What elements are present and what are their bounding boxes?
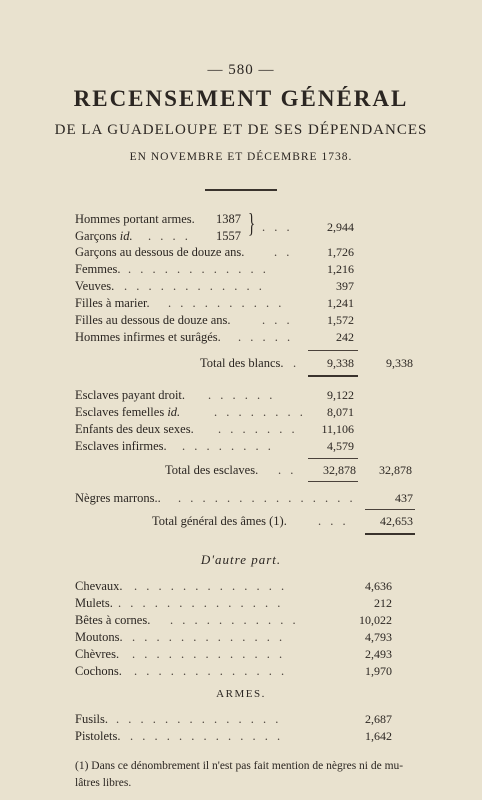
row-label: Chèvres. (75, 647, 120, 661)
total-rule (308, 375, 358, 377)
footnote-line: (1) Dans ce dénombrement il n'est pas fait mention de nègres ni de mu- (75, 760, 404, 772)
value-garcons: 1557 (216, 229, 241, 243)
leader-dots: . . . . . . . . . . . . . . (116, 712, 282, 726)
row-value: 242 (336, 330, 354, 344)
row-value: 2,493 (365, 647, 392, 661)
row-value: 1,970 (365, 664, 392, 678)
row-value: 11,106 (321, 422, 354, 436)
total-value-right: 9,338 (386, 356, 413, 370)
leader-dots: . . . . . . (208, 388, 276, 402)
section-heading-other: D'autre part. (200, 552, 282, 567)
date-line: EN NOVEMBRE ET DÉCEMBRE 1738. (129, 151, 353, 163)
leader-dots: . . . . . . . . . . . . . (130, 729, 284, 743)
row-value: 8,071 (327, 405, 354, 419)
row-value: 212 (374, 596, 392, 610)
section-heading-arms: ARMES. (216, 688, 266, 700)
row-value: 1,726 (327, 245, 354, 259)
leader-dots: . . . . . . . . . . . . . (134, 664, 288, 678)
footnote-line: lâtres libres. (75, 777, 132, 789)
row-label: Esclaves payant droit. (75, 388, 186, 402)
row-label: Bêtes à cornes. (75, 613, 151, 627)
total-value: 32,878 (323, 463, 356, 477)
leader-dots: . . . . . . . . . . . . . (134, 579, 288, 593)
leader-dots: . . . . . . . (218, 422, 298, 436)
value-combined: 2,944 (327, 220, 354, 234)
row-label: Esclaves infirmes. (75, 439, 167, 453)
leader-dots: . . . . . . . . (214, 405, 306, 419)
total-value: 9,338 (327, 356, 354, 370)
row-label: Chevaux. (75, 579, 123, 593)
row-label-marrons: Nègres marrons.. (75, 491, 161, 505)
brace-icon: } (248, 208, 256, 238)
page-subtitle: DE LA GUADELOUPE ET DE SES DÉPENDANCES (54, 122, 428, 138)
sum-rule (308, 350, 358, 351)
page-number: — 580 — (207, 62, 275, 78)
page-title: RECENSEMENT GÉNÉRAL (73, 86, 409, 111)
value-hommes-armes: 1387 (216, 212, 241, 226)
row-value: 9,122 (327, 388, 354, 402)
row-label: Cochons. (75, 664, 122, 678)
leader-dots: . . . (262, 313, 293, 327)
row-label: Filles à marier. (75, 296, 150, 310)
row-label: Femmes. (75, 262, 121, 276)
row-label: Mulets. (75, 596, 113, 610)
row-value: 1,216 (327, 262, 354, 276)
row-value: 1,642 (365, 729, 392, 743)
leader-dots: . . . . . . . . (182, 439, 274, 453)
leader-dots: . . . . . . . . . . . . (124, 279, 265, 293)
row-value: 4,793 (365, 630, 392, 644)
leader-dots: . (293, 356, 300, 370)
leader-dots: . . . . . (238, 330, 294, 344)
row-value: 4,636 (365, 579, 392, 593)
row-value: 4,579 (327, 439, 354, 453)
row-label: Fusils. (75, 712, 109, 726)
row-label-hommes-armes: Hommes portant armes. (75, 212, 195, 226)
leader-dots: . . . . . . . . . . . . . (132, 630, 286, 644)
leader-dots: . . . . . . . . . . . . . (132, 647, 286, 661)
grand-total-rule (365, 533, 415, 535)
row-value: 2,687 (365, 712, 392, 726)
leader-dots: . . (274, 245, 293, 259)
total-label: Total des esclaves. (165, 463, 259, 477)
row-label: Hommes infirmes et surâgés. (75, 330, 221, 344)
row-value: 1,572 (327, 313, 354, 327)
sum-rule (365, 509, 415, 510)
leader-dots: . . . . (148, 229, 191, 243)
row-value: 397 (336, 279, 354, 293)
grand-total-label: Total général des âmes (1). (152, 514, 287, 528)
row-label: Veuves. (75, 279, 115, 293)
total-label: Total des blancs. (200, 356, 284, 370)
sum-rule (308, 458, 358, 459)
row-label: Enfants des deux sexes. (75, 422, 194, 436)
leader-dots: . . . . . . . . . . (168, 296, 285, 310)
leader-dots: . . . . . . . . . . . . . . . (178, 491, 356, 505)
sum-rule (308, 481, 358, 482)
row-label: Moutons. (75, 630, 123, 644)
row-label: Esclaves femelles id. (75, 405, 181, 419)
leader-dots: . . . (318, 514, 349, 528)
leader-dots: . . . . . . . . . . . (170, 613, 299, 627)
grand-total-value: 42,653 (380, 514, 413, 528)
leader-dots: . . . . . . . . . . . . . . (118, 596, 284, 610)
leader-dots: . . . (262, 220, 293, 234)
leader-dots: . . (278, 463, 297, 477)
value-marrons: 437 (395, 491, 413, 505)
leader-dots: . . . . . . . . . . . . (128, 262, 269, 276)
title-divider (205, 189, 277, 191)
row-value: 10,022 (359, 613, 392, 627)
row-label: Pistolets. (75, 729, 121, 743)
row-label: Filles au dessous de douze ans. (75, 313, 231, 327)
row-value: 1,241 (327, 296, 354, 310)
total-value-right: 32,878 (379, 463, 412, 477)
row-label: Garçons au dessous de douze ans. (75, 245, 245, 259)
row-label-garcons: Garçons id. (75, 229, 133, 243)
